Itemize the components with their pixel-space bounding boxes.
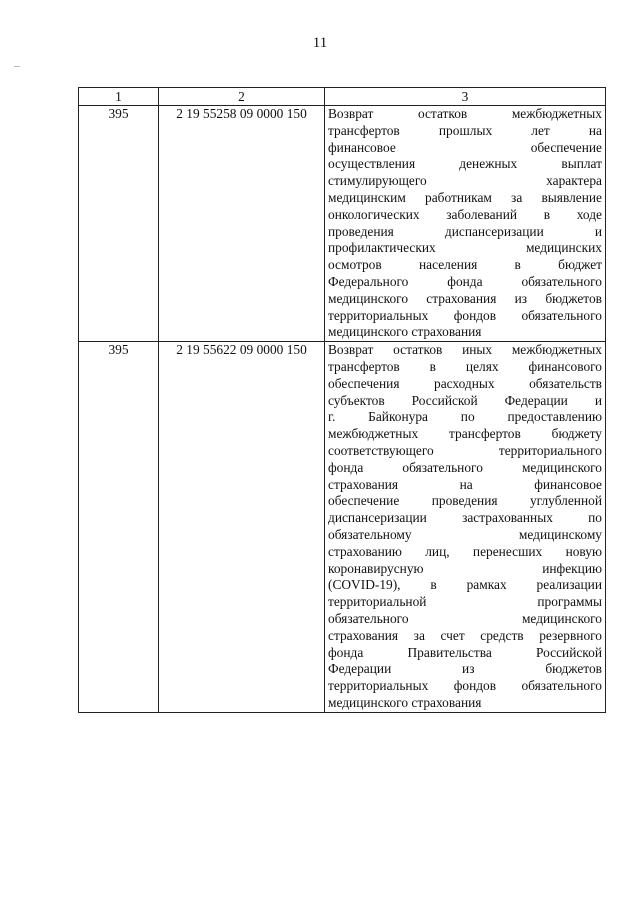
description-line: медицинского страхования из бюджетов <box>328 290 602 306</box>
description-line: территориальных фондов обязательного <box>328 678 602 694</box>
description-line: страхования на финансовое <box>328 476 602 492</box>
description-line: проведения диспансеризации и <box>328 223 602 239</box>
description-line: медицинским работникам за выявление <box>328 189 602 205</box>
description-line: осмотров населения в бюджет <box>328 257 602 273</box>
description-line: фонда обязательного медицинского <box>328 459 602 475</box>
description-line: трансфертов прошлых лет на <box>328 122 602 138</box>
description-line: страхованию лиц, перенесших новую <box>328 543 602 559</box>
description-line: субъектов Российской Федерации и <box>328 392 602 408</box>
description-line: профилактических медицинских <box>328 240 602 256</box>
description-cell <box>325 106 606 342</box>
description-line: трансфертов в целях финансового <box>328 358 602 374</box>
description-line: медицинского страхования <box>328 324 482 340</box>
description-line: территориальной программы <box>328 594 602 610</box>
kbk-code-cell: 2 19 55258 09 0000 150 <box>159 106 325 342</box>
description-line: коронавирусную инфекцию <box>328 560 602 576</box>
description-line: финансовое обеспечение <box>328 139 602 155</box>
admin-code-cell: 395 <box>79 106 159 342</box>
description-line: межбюджетных трансфертов бюджету <box>328 426 602 442</box>
description-line: соответствующего территориального <box>328 442 602 458</box>
admin-code-cell: 395 <box>79 342 159 713</box>
description-line: (COVID-19), в рамках реализации <box>328 577 602 593</box>
description-line: медицинского страхования <box>328 694 482 710</box>
description-line: онкологических заболеваний в ходе <box>328 206 602 222</box>
header-col-2: 2 <box>159 88 325 106</box>
description-line: страхования за счет средств резервного <box>328 627 602 643</box>
description-line: территориальных фондов обязательного <box>328 307 602 323</box>
page-number: 11 <box>312 35 328 51</box>
header-col-1: 1 <box>79 88 159 106</box>
description-line: осуществления денежных выплат <box>328 156 602 172</box>
description-line: обязательному медицинскому <box>328 526 602 542</box>
classification-table <box>78 87 606 713</box>
header-col-3: 3 <box>325 88 606 106</box>
table-header-row <box>79 88 606 106</box>
description-line: стимулирующего характера <box>328 173 602 189</box>
description-line: г. Байконура по предоставлению <box>328 409 602 425</box>
description-line: Возврат остатков иных межбюджетных <box>328 342 602 358</box>
description-line: обеспечение проведения углубленной <box>328 493 602 509</box>
description-line: обеспечения расходных обязательств <box>328 375 602 391</box>
table-row <box>79 342 606 713</box>
description-line: фонда Правительства Российской <box>328 644 602 660</box>
description-line: диспансеризации застрахованных по <box>328 510 602 526</box>
kbk-code-cell: 2 19 55622 09 0000 150 <box>159 342 325 713</box>
description-line: Федерации из бюджетов <box>328 661 602 677</box>
description-line: Возврат остатков межбюджетных <box>328 106 602 121</box>
margin-mark <box>14 66 20 67</box>
table-row <box>79 106 606 342</box>
description-cell <box>325 342 606 713</box>
description-line: обязательного медицинского <box>328 610 602 626</box>
description-line: Федерального фонда обязательного <box>328 273 602 289</box>
